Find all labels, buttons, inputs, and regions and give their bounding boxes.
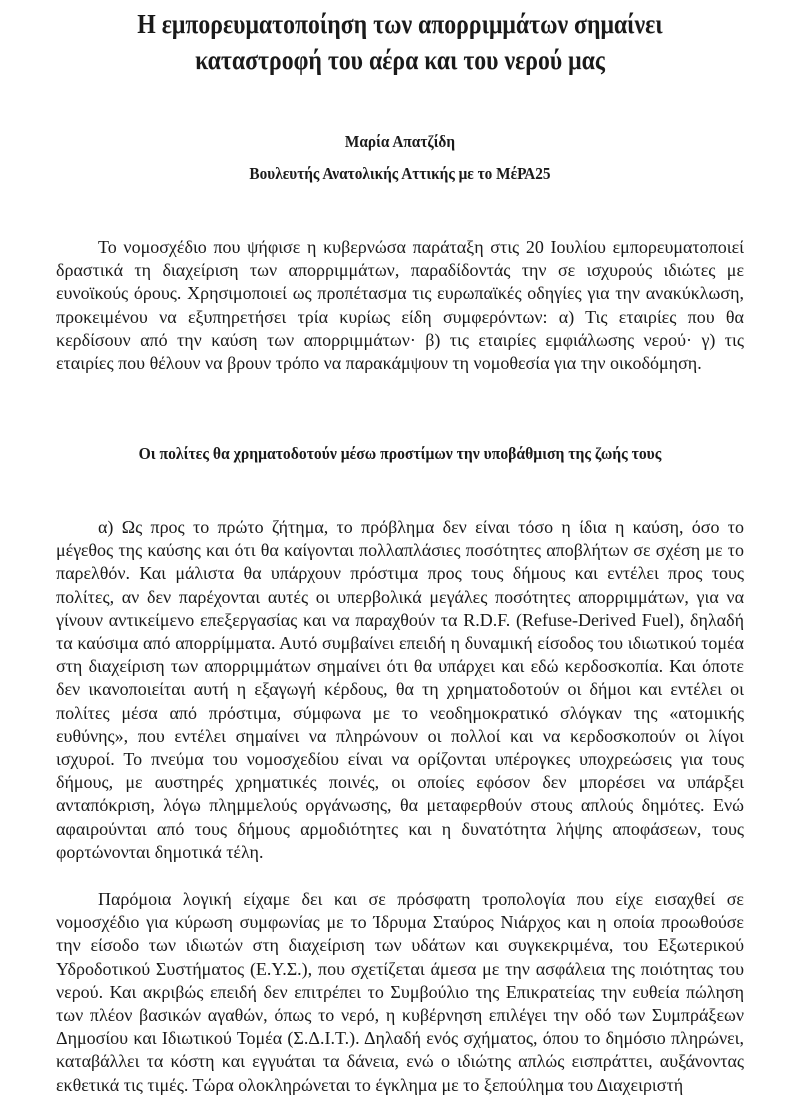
- author-affiliation: Βουλευτής Ανατολικής Αττικής με το ΜέΡΑ25: [249, 164, 551, 183]
- paragraph-body: Παρόμοια λογική είχαμε δει και σε πρόσφατη τροπολογία που είχε εισαχθεί σε νομοσχέδιο για κύρωση συμφωνίας με το Ίδρυμα Σταύρος Νιάρχος και η οποία προωθούσε την είσοδο των ιδιωτών στη διαχείριση των υδάτων και συγκεκριμένα, του Εξωτερικού Υδροδοτικού Συστήματος (Ε.Υ.Σ.), που σχετίζεται άμεσα με την ασφάλεια της ποιότητας του νερού. Και ακριβώς επειδή δεν επιτρέπει το Συμβούλιο της Επικρατείας την ευθεία πώληση των πλέον βασικών αγαθών, όπως το νερό, η κυβέρνηση επιλέγει την οδό των Συμπράξεων Δημοσίου και Ιδιωτικού Τομέα (Σ.Δ.Ι.Τ.). Δηλαδή ενός σχήματος, όπου το δημόσιο πληρώνει, καταβάλλει τα κόστη και εγγυάται τα δάνεια, ενώ ο ιδιώτης απλώς εισπράττει, αυξάνοντας εκθετικά τις τιμές. Τώρα ολοκληρώνεται το έγκλημα με το ξεπούλημα του Διαχειριστή: [56, 889, 744, 1095]
- article-title: [48, 6, 752, 78]
- section-heading: Οι πολίτες θα χρηματοδοτούν μέσω προστίμων την υποβάθμιση της ζωής τους: [138, 444, 662, 463]
- author-name: Μαρία Απατζίδη: [344, 132, 456, 151]
- paragraph-intro: Το νομοσχέδιο που ψήφισε η κυβερνώσα παράταξη στις 20 Ιουλίου εμπορευματοποιεί δραστικά τη διαχείριση των απορριμμάτων, παραδίδοντάς την σε ισχυρούς ιδιώτες με ευνοϊκούς όρους. Χρησιμοποιεί ως προπέτασμα τις ευρωπαϊκές οδηγίες για την ανακύκλωση, προκειμένου να εξυπηρετήσει τρία κυρίως είδη συμφερόντων: α) Τις εταιρίες που θα κερδίσουν από την καύση των απορριμμάτων· β) τις εταιρίες εμφιάλωσης νερού· γ) τις εταιρίες που θέλουν να βρουν τρόπο να παρακάμψουν τη νομοθεσία για την οικοδόμηση.: [56, 237, 744, 374]
- paragraph-body: α) Ως προς το πρώτο ζήτημα, το πρόβλημα δεν είναι τόσο η ίδια η καύση, όσο το μέγεθος της καύσης και ότι θα καίγονται πολλαπλάσιες ποσότητες αποβλήτων σε σχέση με το παρελθόν. Και μάλιστα θα υπάρχουν πρόστιμα προς τους δήμους και εντέλει προς τους πολίτες, αν δεν παρέχονται αυτές οι υπερβολικά μεγάλες ποσότητες απορριμμάτων, για να γίνουν αντικείμενο επεξεργασίας και να παραχθούν τα R.D.F. (Refuse-Derived Fuel), δηλαδή τα καύσιμα από απορρίμματα. Αυτό συμβαίνει επειδή η δυναμική είσοδος του ιδιωτικού τομέα στη διαχείριση των απορριμμάτων σημαίνει ότι θα υπάρχει και εδώ κερδοσκοπία. Και όποτε δεν ικανοποιείται αυτή η εξαγωγή κέρδους, θα τη χρηματοδοτούν οι δήμοι και εντέλει οι πολίτες μέσα από πρόστιμα, σύμφωνα με το νεοδημοκρατικό σλόγκαν της «ατομικής ευθύνης», που εντέλει σημαίνει να πληρώνουν οι πολλοί και να κερδοσκοπούν οι λίγοι ισχυροί. Το πνεύμα του νομοσχεδίου είναι να ορίζονται υπέρογκες υποχρεώσεις για τους δήμους, με αυστηρές χρηματικές ποινές, οι οποίες εφόσον δεν μπορέσει να υπάρξει ανταπόκριση, λόγω πλημμελούς οργάνωσης, θα μεταφερθούν στους απλούς δημότες. Ενώ αφαιρούνται από τους δήμους αρμοδιότητες και η δυνατότητα λήψης αποφάσεων, τους φορτώνονται δημοτικά τέλη.: [56, 517, 744, 862]
- title-line-1: Η εμπορευματοποίηση των απορριμμάτων σημαίνει: [137, 9, 663, 39]
- title-line-2: καταστροφή του αέρα και του νερού μας: [195, 45, 605, 75]
